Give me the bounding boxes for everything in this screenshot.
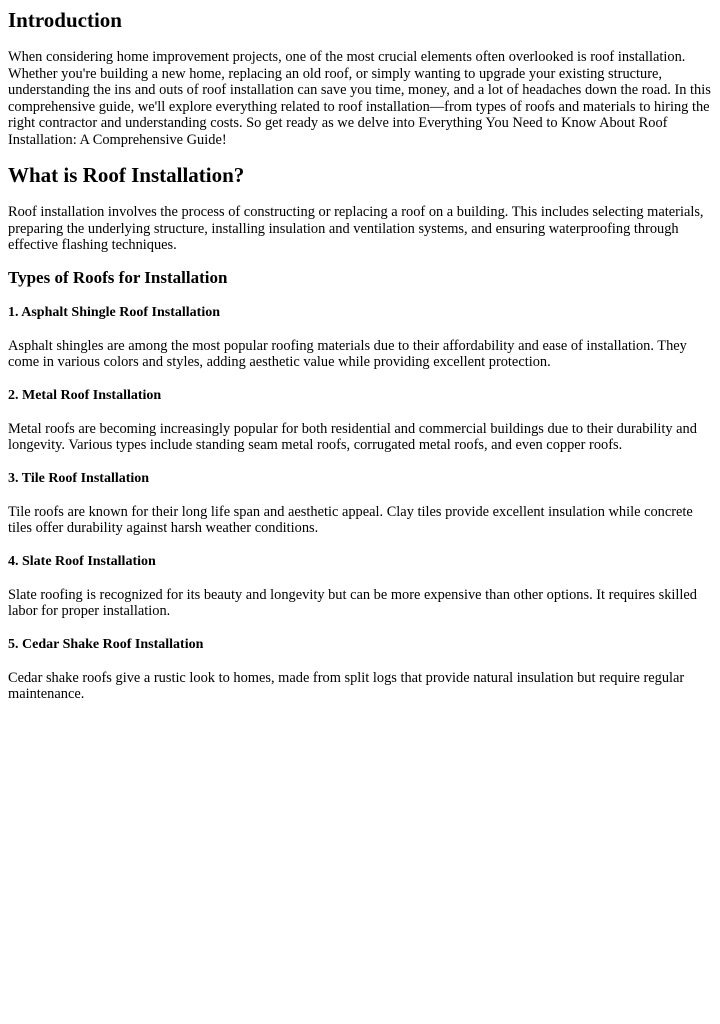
tile-paragraph: Tile roofs are known for their long life span and aesthetic appeal. Clay tiles provide excellent insulation while concrete tiles offer durability against harsh weather conditions.: [8, 503, 693, 536]
metal-paragraph: Metal roofs are becoming increasingly popular for both residential and commercial buildings due to their durability and longevity. Various types include standing seam metal roofs, corrugated metal roofs, and even copper roofs.: [8, 420, 697, 453]
introduction-heading: Introduction: [8, 8, 122, 32]
types-heading: Types of Roofs for Installation: [8, 267, 228, 287]
cedar-paragraph: Cedar shake roofs give a rustic look to homes, made from split logs that provide natural insulation but require regular maintenance.: [8, 669, 685, 702]
metal-heading: 2. Metal Roof Installation: [8, 387, 162, 403]
asphalt-paragraph: Asphalt shingles are among the most popular roofing materials due to their affordability and ease of installation. They come in various colors and styles, adding aesthetic value while providing excellent protection.: [8, 337, 687, 370]
tile-heading: 3. Tile Roof Installation: [8, 470, 150, 486]
asphalt-heading: 1. Asphalt Shingle Roof Installation: [8, 304, 220, 320]
what-is-paragraph: Roof installation involves the process of constructing or replacing a roof on a building. This includes selecting materials, preparing the underlying structure, installing insulation and ventilation systems, and ensuring waterproofing through effective flashing techniques.: [8, 204, 704, 253]
slate-heading: 4. Slate Roof Installation: [8, 553, 156, 569]
document-page: [0, 7, 720, 703]
introduction-paragraph: When considering home improvement projects, one of the most crucial elements often overlooked is roof installation. Whether you're building a new home, replacing an old roof, or simply wanting to upgrade your existing structure, understanding the ins and outs of roof installation can save you time, money, and a lot of headaches down the road. In this comprehensive guide, we'll explore everything related to roof installation—from types of roofs and materials to hiring the right contractor and understanding costs. So get ready as we delve into Everything You Need to Know About Roof Installation: A Comprehensive Guide!: [8, 49, 711, 148]
cedar-heading: 5. Cedar Shake Roof Installation: [8, 636, 204, 652]
slate-paragraph: Slate roofing is recognized for its beauty and longevity but can be more expensive than other options. It requires skilled labor for proper installation.: [8, 586, 697, 619]
what-is-heading: What is Roof Installation?: [8, 163, 245, 187]
